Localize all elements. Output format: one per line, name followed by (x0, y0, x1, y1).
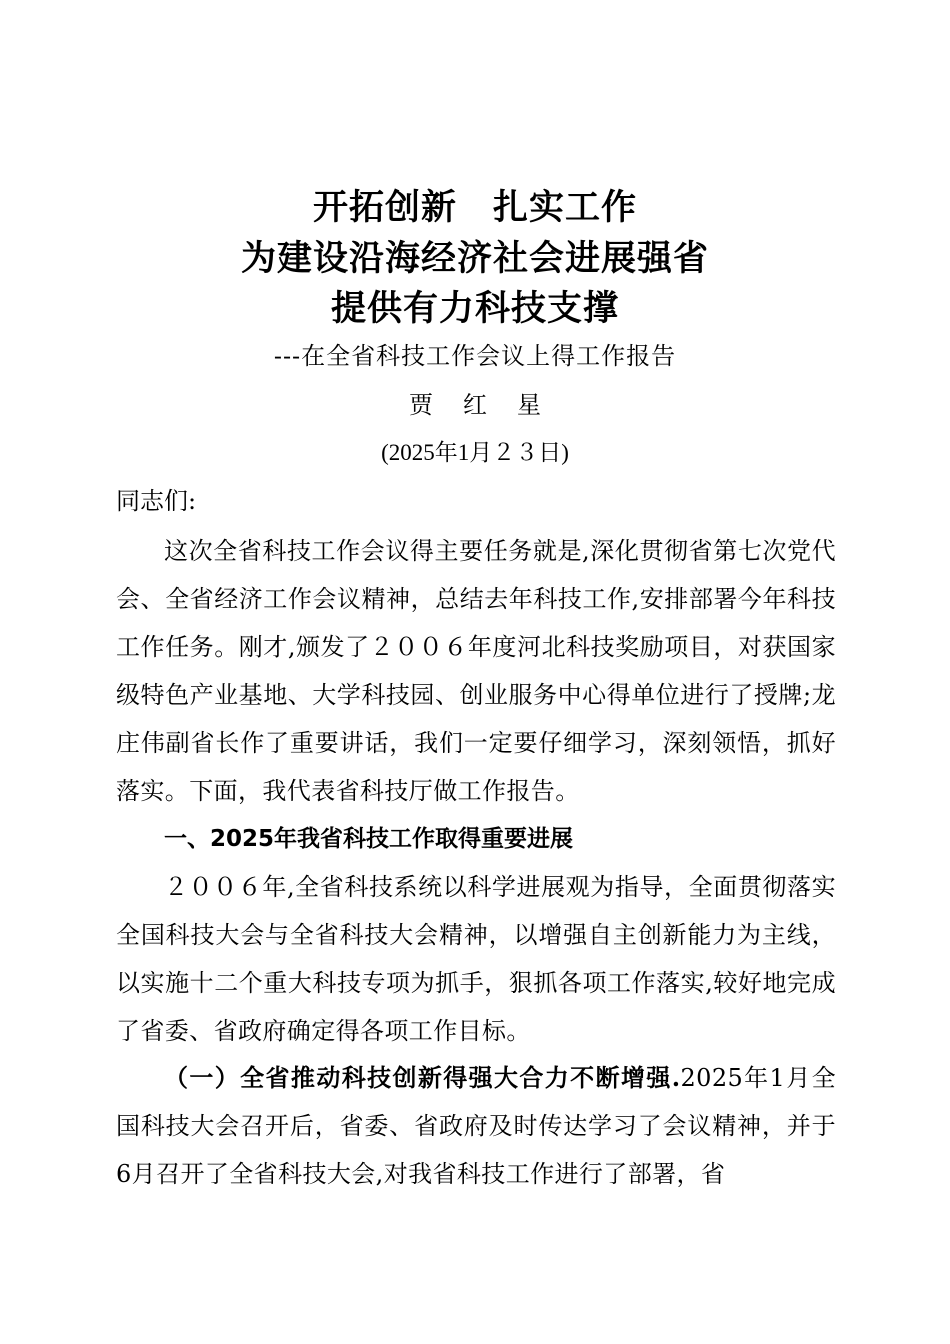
report-date: (2025年1月２３日) (381, 440, 569, 465)
section-heading-1: 一、2025年我省科技工作取得重要进展 (164, 826, 574, 852)
paragraph-subsection-1 (116, 1054, 836, 1198)
paragraph-intro: 这次全省科技工作会议得主要任务就是,深化贯彻省第七次党代会、全省经济工作会议精神，总结去年科技工作,安排部署今年科技工作任务。刚才,颁发了２００６年度河北科技奖励项目，对获国家级特色产业基地、大学科技园、创业服务中心得单位进行了授牌;龙庄伟副省长作了重要讲话，我们一定要仔细学习，深刻领悟，抓好落实。下面，我代表省科技厅做工作报告。 (116, 537, 836, 805)
subsection-heading-1: （一）全省推动科技创新得强大合力不断增强. (164, 1063, 681, 1092)
author-name: 贾红星 (409, 391, 571, 419)
salutation: 同志们: (116, 487, 197, 515)
paragraph-section-1: ２００６年,全省科技系统以科学进展观为指导，全面贯彻落实全国科技大会与全省科技大会精神，以增强自主创新能力为主线，以实施十二个重大科技专项为抓手，狠抓各项工作落实,较好地完成了省委、省政府确定得各项工作目标。 (116, 873, 836, 1045)
title-line-3: 提供有力科技支撑 (330, 289, 619, 329)
subsection-1-text: 2025年1月全国科技大会召开后，省委、省政府及时传达学习了会议精神，并于6月召开了全省科技大会,对我省科技工作进行了部署，省 (116, 1064, 836, 1188)
report-subtitle: ---在全省科技工作会议上得工作报告 (273, 342, 677, 370)
title-line-1: 开拓创新 扎实工作 (312, 188, 637, 228)
title-line-2: 为建设沿海经济社会进展强省 (240, 239, 709, 279)
